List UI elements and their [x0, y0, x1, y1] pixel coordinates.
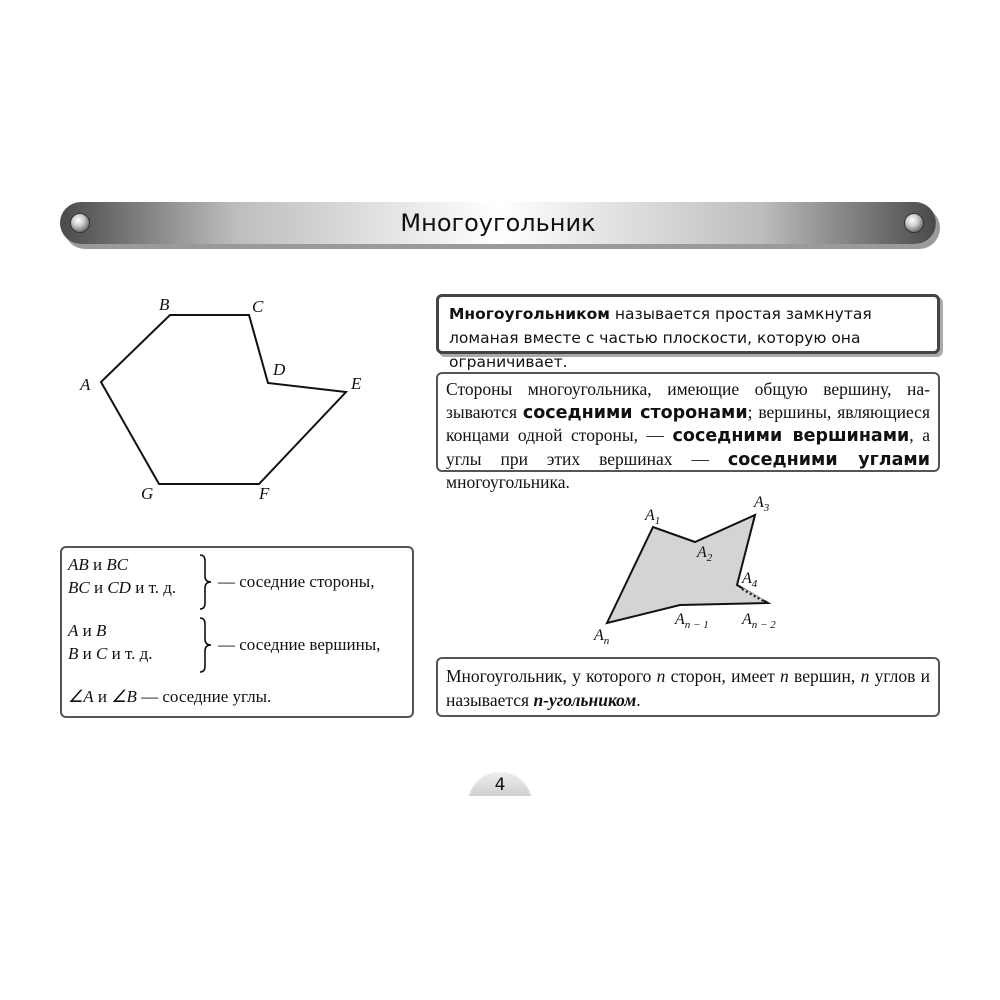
ngon-n-3: n: [860, 666, 870, 686]
sides-example-2: BC и CD и т. д.: [68, 578, 177, 597]
brace-icon: [198, 617, 212, 673]
vertices-example-2: B и C и т. д.: [68, 644, 153, 663]
definition-term: Многоугольником: [449, 305, 610, 323]
neighbors-text-4: многоугольника.: [446, 472, 570, 492]
label-a4: $A_4$: [742, 570, 758, 590]
ngon-term: n-угольником: [533, 690, 637, 710]
vertex-label-e: E: [351, 374, 362, 393]
vertex-label-a: A: [80, 375, 91, 394]
ngon-text-2: сторон, имеет: [665, 666, 781, 686]
page-tab-cut: [460, 796, 540, 816]
neighbors-text-2: ; вершины, являющиеся концами одной стороны, —: [446, 401, 930, 445]
neighbors-box: [436, 372, 940, 492]
neighbors-term-angles: соседними углами: [727, 449, 931, 470]
sides-example-1: AB и BC: [68, 555, 129, 574]
sides-desc: — соседние стороны,: [218, 572, 375, 591]
rivet-icon: [904, 213, 924, 233]
definition-box: [436, 294, 940, 371]
ngon-box: [436, 657, 940, 717]
ngon-text-4: углов и называется: [446, 666, 930, 710]
neighbors-term-sides: соседними сторонами: [522, 402, 748, 423]
label-a2: $A_2$: [697, 544, 713, 564]
label-an-2: $A_{n - 2}$: [742, 611, 776, 631]
neighbors-term-vertices: соседними вершинами: [672, 426, 910, 446]
label-an-1: $A_{n - 1}$: [675, 611, 709, 631]
ngon-shape: [607, 515, 768, 623]
page-number: 4: [494, 775, 506, 795]
brace-icon: [198, 554, 212, 610]
polygon-abcdefg: [101, 315, 346, 484]
vertex-label-f: F: [259, 484, 270, 503]
title-banner: [60, 202, 936, 244]
ngon-text-5: .: [636, 690, 641, 710]
vertices-example-1: A и B: [68, 621, 107, 640]
vertex-label-c: C: [252, 297, 264, 316]
neighbors-text-1: Стороны многоугольника, имеющие общую вершину, на-зываются: [446, 379, 930, 422]
vertex-label-d: D: [273, 360, 286, 379]
ngon-text-1: Многоугольник, у которого: [446, 666, 657, 686]
ngon-figure: [580, 492, 800, 652]
vertices-desc: — соседние вершины,: [218, 635, 381, 654]
label-an: $A_n$: [594, 627, 610, 647]
ngon-n-1: n: [656, 666, 666, 686]
definition-text: называется простая замкнутая ломаная вместе с частью плоскости, которую она ограничивает.: [449, 305, 872, 371]
page-title: Многоугольник: [400, 209, 596, 237]
ngon-n-2: n: [780, 666, 789, 686]
label-a3: $A_3$: [754, 494, 770, 514]
vertex-label-g: G: [141, 484, 154, 503]
examples-box: [60, 546, 414, 718]
neighbors-text-3: , а углы при этих вершинах —: [446, 425, 930, 469]
ngon-text-3: вершин,: [788, 666, 861, 686]
angles-example: ∠A и ∠B — соседние углы.: [68, 687, 272, 706]
polygon-abcdefg-figure: [60, 280, 390, 510]
label-a1: $A_1$: [645, 507, 661, 527]
vertex-label-b: B: [159, 295, 170, 314]
